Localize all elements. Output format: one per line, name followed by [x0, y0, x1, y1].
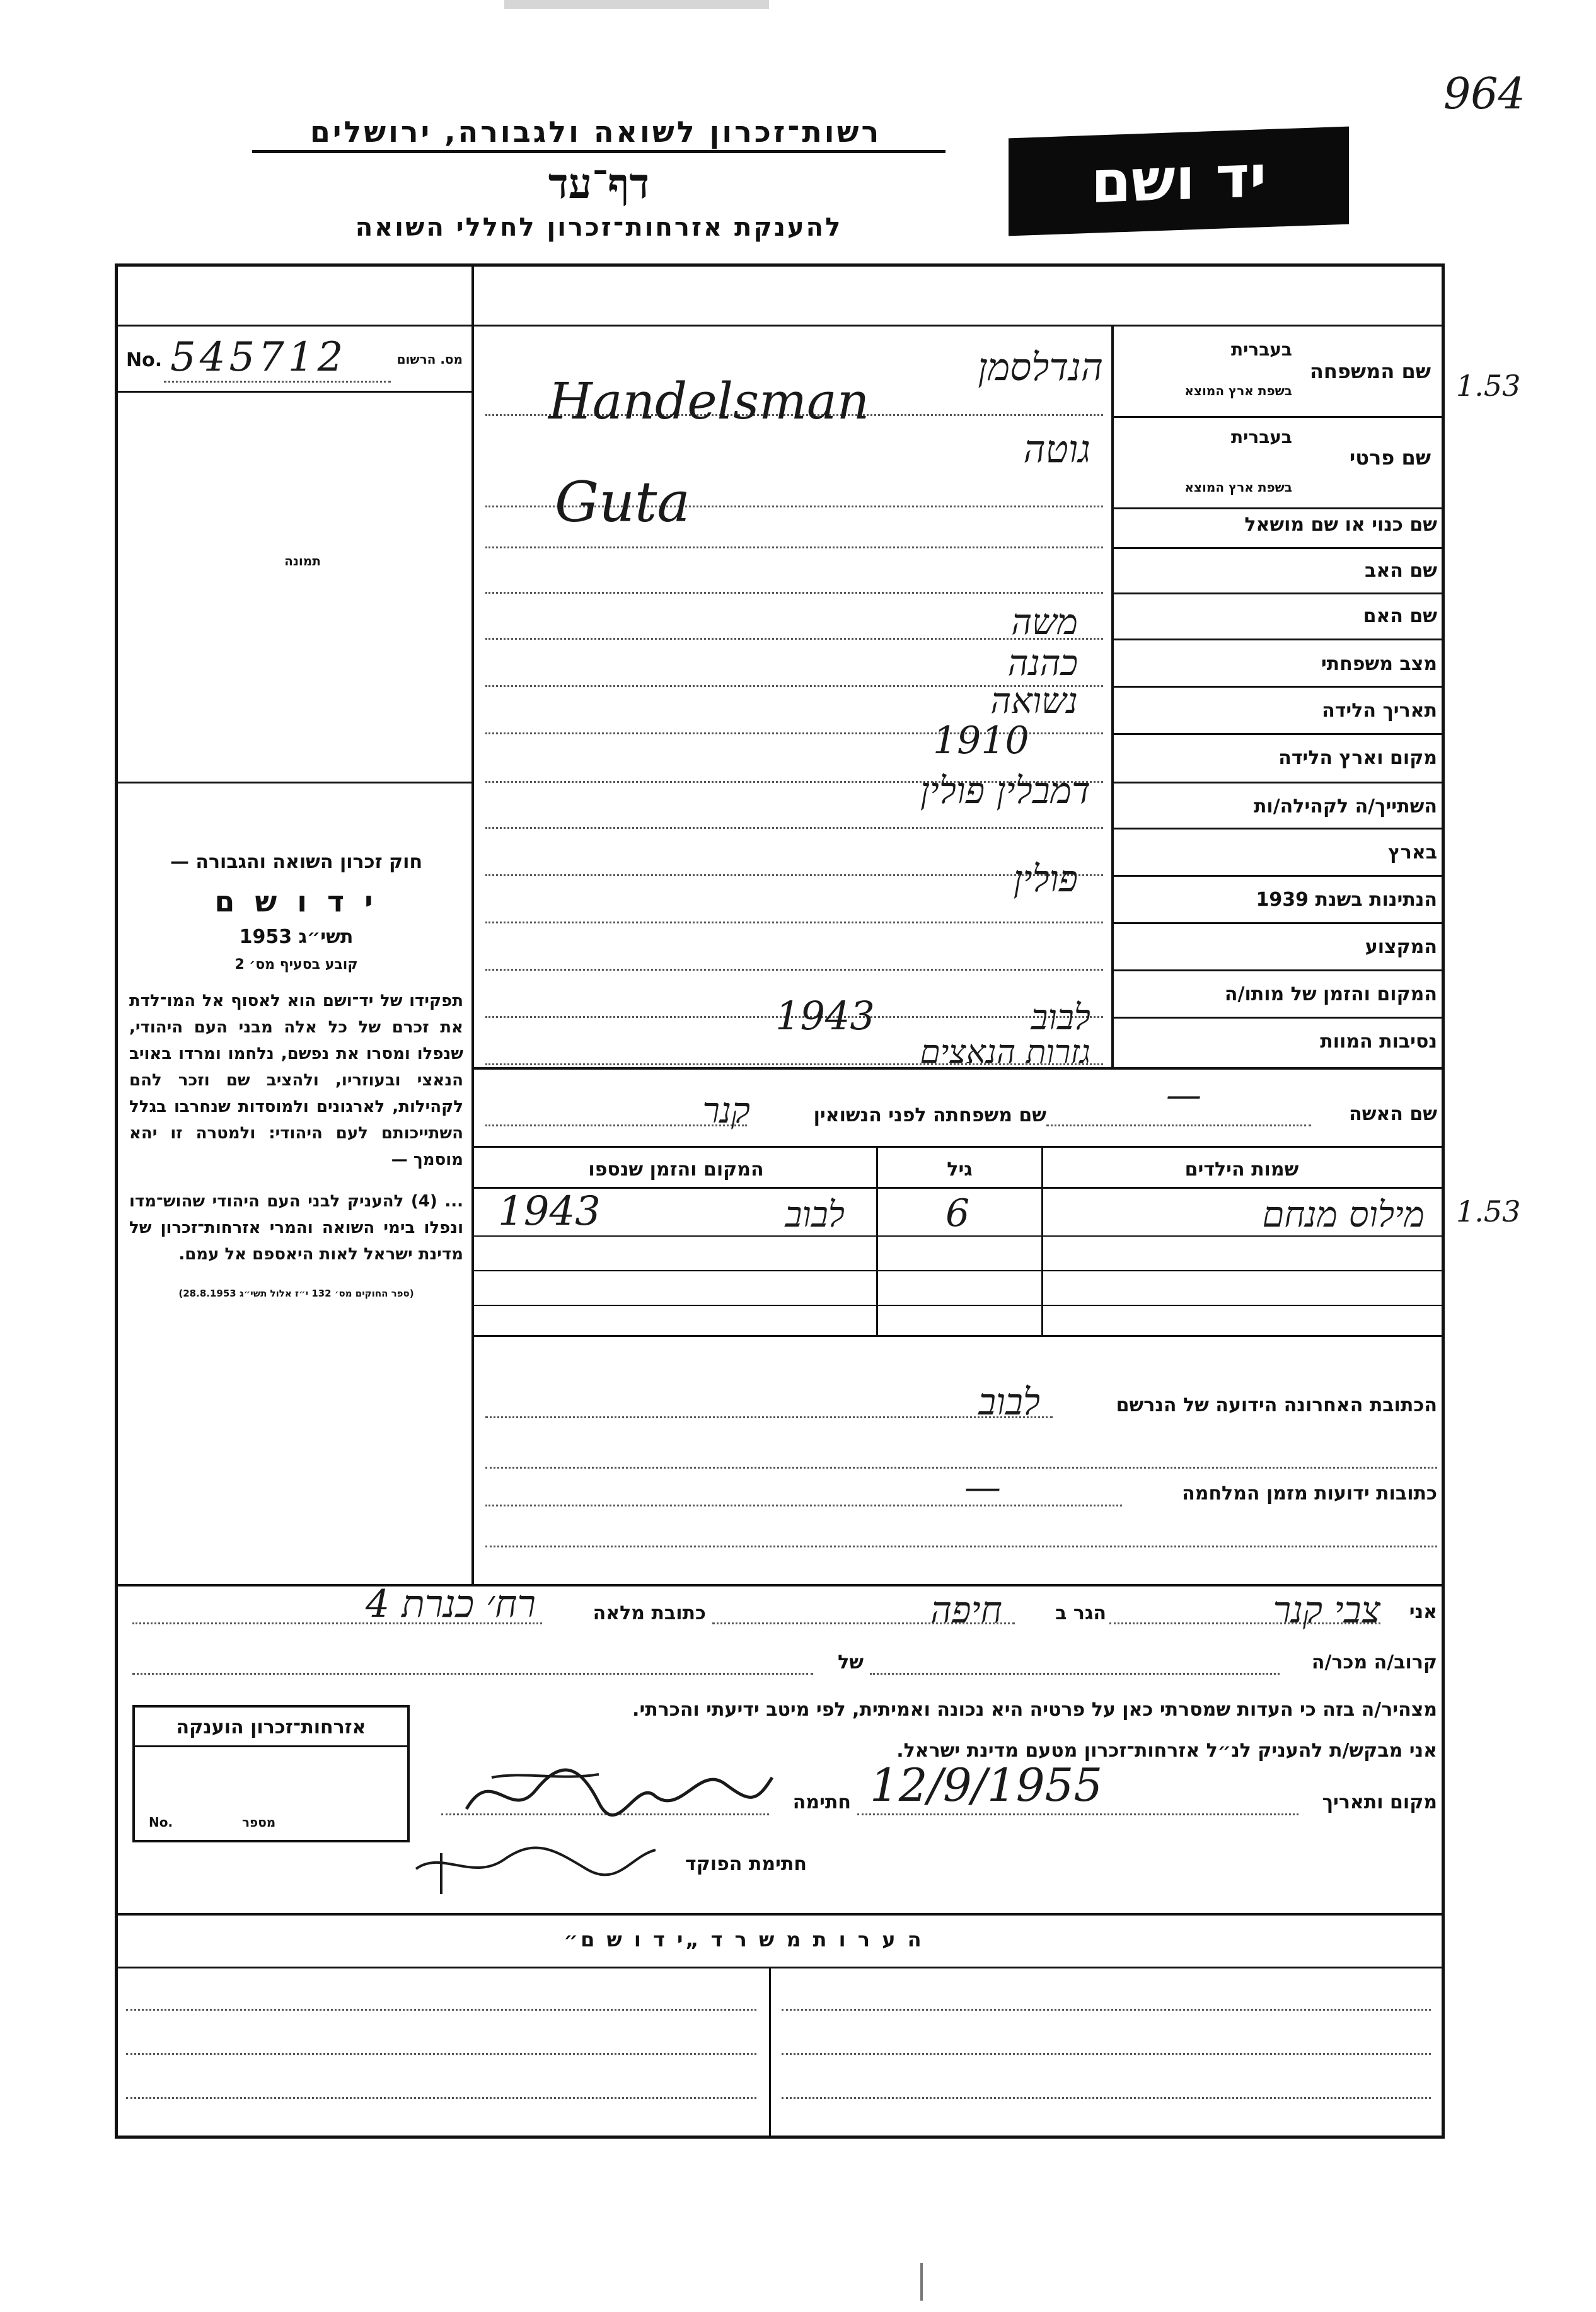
lang-hebrew-label: בעברית — [1230, 339, 1292, 360]
death-place-value: לבוב — [1031, 997, 1090, 1038]
children-table-bottom — [474, 1335, 1445, 1337]
grant-no-label: No. — [149, 1815, 173, 1830]
logo-text: יד ושם — [1090, 142, 1267, 216]
child-year-value: 1943 — [498, 1188, 601, 1235]
no-prefix: No. — [126, 349, 163, 371]
dotted-guide — [485, 545, 1103, 548]
child-place-value: לבוב — [785, 1194, 845, 1235]
children-header-line — [474, 1187, 1445, 1189]
children-col-divider — [1041, 1146, 1043, 1335]
remarks-dots — [782, 2096, 1431, 2099]
mother-label: שם האם — [1363, 605, 1437, 627]
dotted-guide — [485, 968, 1103, 971]
date-value: 12/9/1955 — [870, 1759, 1103, 1812]
remarks-header-line — [115, 1967, 1445, 1968]
row-line — [1114, 507, 1445, 509]
signature-label: חתימה — [792, 1791, 851, 1813]
address-dots — [485, 1544, 1437, 1547]
spouse-maiden-value: קנר — [702, 1090, 750, 1131]
law-paragraph-2: ... (4) להעניק לבני העם היהודי שהוש־מדו ונפלו בימי השואה והמרי אזרחות־זכרון של מדינת ישראל לאות היאספם אל עמם. — [129, 1192, 463, 1264]
law-year: תשי״ג 1953 — [239, 926, 354, 948]
photo-bottom-line — [115, 782, 471, 783]
nickname-label: שם כנוי או שם מושאל — [1244, 514, 1437, 536]
children-table-top — [474, 1146, 1445, 1148]
lang-origin-label: בשפת ארץ המוצא — [1184, 383, 1292, 398]
lang-origin-label: בשפת ארץ המוצא — [1184, 480, 1292, 495]
children-col-divider — [876, 1146, 878, 1335]
row-line — [1114, 547, 1445, 549]
row-line — [1114, 828, 1445, 829]
row-line — [1114, 969, 1445, 971]
registration-value: 545712 — [170, 334, 347, 381]
remarks-dots — [782, 2008, 1431, 2011]
war-address-dots — [485, 1503, 1122, 1506]
war-address-label: כתובות ידועות מזמן המלחמה — [1182, 1483, 1437, 1505]
country-value: פולין — [1013, 857, 1078, 900]
last-address-label: הכתובת האחרונה הידועה של הנרשם — [1116, 1394, 1437, 1416]
left-column-divider — [471, 263, 474, 1586]
children-header-age: גיל — [947, 1159, 973, 1181]
place-date-label: מקום ותאריך — [1322, 1791, 1437, 1813]
inspector-signature-icon — [403, 1831, 668, 1900]
dotted-guide — [485, 826, 1103, 829]
address-dots — [485, 1465, 1437, 1469]
grant-number-label: מספר — [242, 1815, 276, 1830]
profession-label: המקצוע — [1365, 936, 1437, 958]
remarks-dots — [126, 2052, 756, 2055]
of-label: של — [838, 1651, 864, 1673]
relative-dots — [870, 1672, 1280, 1675]
death-circ-label: נסיבות המוות — [1320, 1031, 1437, 1053]
law-title: חוק זכרון השואה והגבורה — — [170, 851, 423, 873]
mother-name-value: כהנה — [1007, 643, 1078, 684]
family-name-field — [1119, 328, 1437, 416]
death-place-label: המקום והזמן של מותו/ה — [1224, 983, 1437, 1005]
witness-name-value: צבי קנר — [1273, 1588, 1380, 1631]
row-line — [1114, 922, 1445, 924]
row-line — [1114, 416, 1445, 418]
mother-value: משה — [1011, 602, 1078, 643]
law-name: י ד ו ש ם — [214, 884, 378, 918]
row-line — [1114, 733, 1445, 735]
children-row-line — [474, 1305, 1445, 1306]
row-line — [1114, 1017, 1445, 1019]
dotted-guide — [485, 920, 1103, 923]
first-name-field — [1119, 419, 1437, 507]
citizenship-label: הנתינות בשנת 1939 — [1256, 889, 1437, 911]
grant-box — [132, 1705, 410, 1842]
birthplace-value: דמבלין פולין — [920, 769, 1090, 812]
reg-bottom-line — [115, 391, 471, 393]
family-name-origin-value: Handelsman — [548, 372, 870, 431]
spouse-label: שם האשה — [1349, 1103, 1437, 1125]
war-address-dash: — — [964, 1465, 1001, 1508]
registration-dots — [164, 379, 391, 383]
country-label: בארץ — [1387, 841, 1437, 864]
witness-address-value: רח׳ כנרת 4 — [365, 1582, 536, 1626]
row-line — [1114, 875, 1445, 877]
of-dots — [132, 1672, 813, 1675]
law-paragraph-1: תפקידו של יד־ושם הוא לאסוף אל המו־לדת את זכרם של כל אלה מבני העם היהודי, שנפלו ומסרו את נפשם, נלחמו ומרדו באויב הנאצי ובעוזריו, ולהציב שם וזכר להם לקהילות, לארגונים ולמוסדות שנחרבו בגלל השתייכותם לעם היהודי: ולמטרה זו יהא מוסמך — — [129, 991, 463, 1169]
form-subtitle: להענקת אזרחות־זכרון לחללי השואה — [355, 213, 843, 242]
first-name-hebrew-value: גוטה — [1023, 427, 1090, 471]
margin-note: 1.53 — [1456, 1194, 1521, 1228]
family-name-label: שם המשפחה — [1309, 359, 1431, 383]
children-header-place: המקום והזמן שנספו — [588, 1159, 764, 1181]
remarks-top-line — [115, 1913, 1445, 1916]
margin-note: 1.53 — [1456, 369, 1521, 403]
declaration-2: אני מבקש/ת להעניק לנ״ל אזרחות־זכרון מטעם מדינת ישראל. — [896, 1740, 1437, 1762]
last-address-value: לבוב — [978, 1380, 1040, 1423]
row-line — [1114, 686, 1445, 688]
children-row-line — [474, 1235, 1445, 1237]
father-label: שם האב — [1365, 560, 1437, 582]
dotted-guide — [485, 591, 1103, 594]
page-number: 964 — [1443, 69, 1525, 119]
community-label: השתייך/ה לקהילה/ות — [1253, 795, 1437, 818]
first-name-origin-value: Guta — [555, 470, 690, 535]
children-row-line — [474, 1270, 1445, 1271]
witness-address-label: כתובת מלאה — [593, 1602, 706, 1624]
lang-hebrew-label: בעברית — [1230, 427, 1292, 448]
org-line: רשות־זכרון לשואה ולגבורה, ירושלים — [309, 115, 882, 149]
form-title: דף־עד — [548, 159, 650, 208]
death-circumstances-value: גזרות הנאצים — [920, 1034, 1090, 1072]
witness-resides-label: הגר ב — [1055, 1602, 1106, 1624]
place-date-dots — [857, 1812, 1298, 1815]
child-name-value: מילוס מנחם — [1262, 1194, 1425, 1235]
grant-box-divider — [135, 1745, 407, 1747]
label-column-divider — [1111, 325, 1114, 1068]
registration-label: מס. הרשום — [396, 352, 463, 367]
marital-label: מצב משפחתי — [1321, 653, 1437, 675]
yad-vashem-logo — [1009, 127, 1349, 236]
row-line — [1114, 639, 1445, 640]
row-line — [1114, 782, 1445, 783]
remarks-col-divider — [769, 1967, 771, 2139]
org-underline — [252, 150, 945, 153]
first-name-label: שם פרטי — [1349, 446, 1431, 470]
top-row-line — [471, 325, 1445, 327]
remarks-dots — [126, 2096, 756, 2099]
remarks-dots — [126, 2008, 756, 2011]
row-line — [1114, 592, 1445, 594]
birthdate-label: תאריך הלידה — [1322, 700, 1437, 722]
family-name-hebrew-value: הנדלסמן — [978, 345, 1103, 390]
grant-box-title: אזרחות־זכרון הוענקה — [176, 1716, 366, 1738]
declaration-1: מצהיר/ה בזה כי העדות שמסרתי כאן על פרטיה היא נכונה ואמיתית, לפי מיטב ידיעתי והכרתי. — [632, 1699, 1437, 1721]
remarks-dots — [782, 2052, 1431, 2055]
children-header-name: שמות הילדים — [1184, 1159, 1299, 1181]
scan-mark — [920, 2263, 923, 2301]
spouse-dash: — — [1166, 1075, 1201, 1116]
witness-city-value: חיפה — [930, 1588, 1002, 1631]
relative-label: קרוב/ה מכר/ה — [1311, 1651, 1437, 1673]
office-remarks-title: ה ע ר ו ת מ ש ר ד „י ד ו ש ם״ — [564, 1928, 924, 1951]
spouse-maiden-label: שם משפחתה לפני הנשואין — [813, 1104, 1046, 1126]
witness-signature-icon — [454, 1752, 782, 1828]
marital-value: נשואה — [990, 681, 1078, 722]
law-footnote: (ספר החוקים מס׳ 132 י״ז אלול תשי״ג 28.8.1953) — [178, 1288, 414, 1299]
spouse-dots — [1046, 1123, 1311, 1126]
birthdate-value: 1910 — [933, 719, 1029, 763]
inspector-label: חתימת הפוקד — [685, 1853, 807, 1875]
birthplace-label: מקום וארץ הלידה — [1278, 747, 1437, 769]
scan-mark — [504, 0, 769, 9]
reg-row-line — [115, 325, 471, 327]
law-clause: קובע בסעיף מס׳ 2 — [234, 957, 358, 973]
death-year-value: 1943 — [775, 993, 875, 1039]
photo-label: תמונה — [284, 553, 321, 569]
child-age-value: 6 — [945, 1191, 970, 1235]
witness-i-label: אני — [1409, 1601, 1437, 1623]
law-box — [129, 851, 463, 1299]
